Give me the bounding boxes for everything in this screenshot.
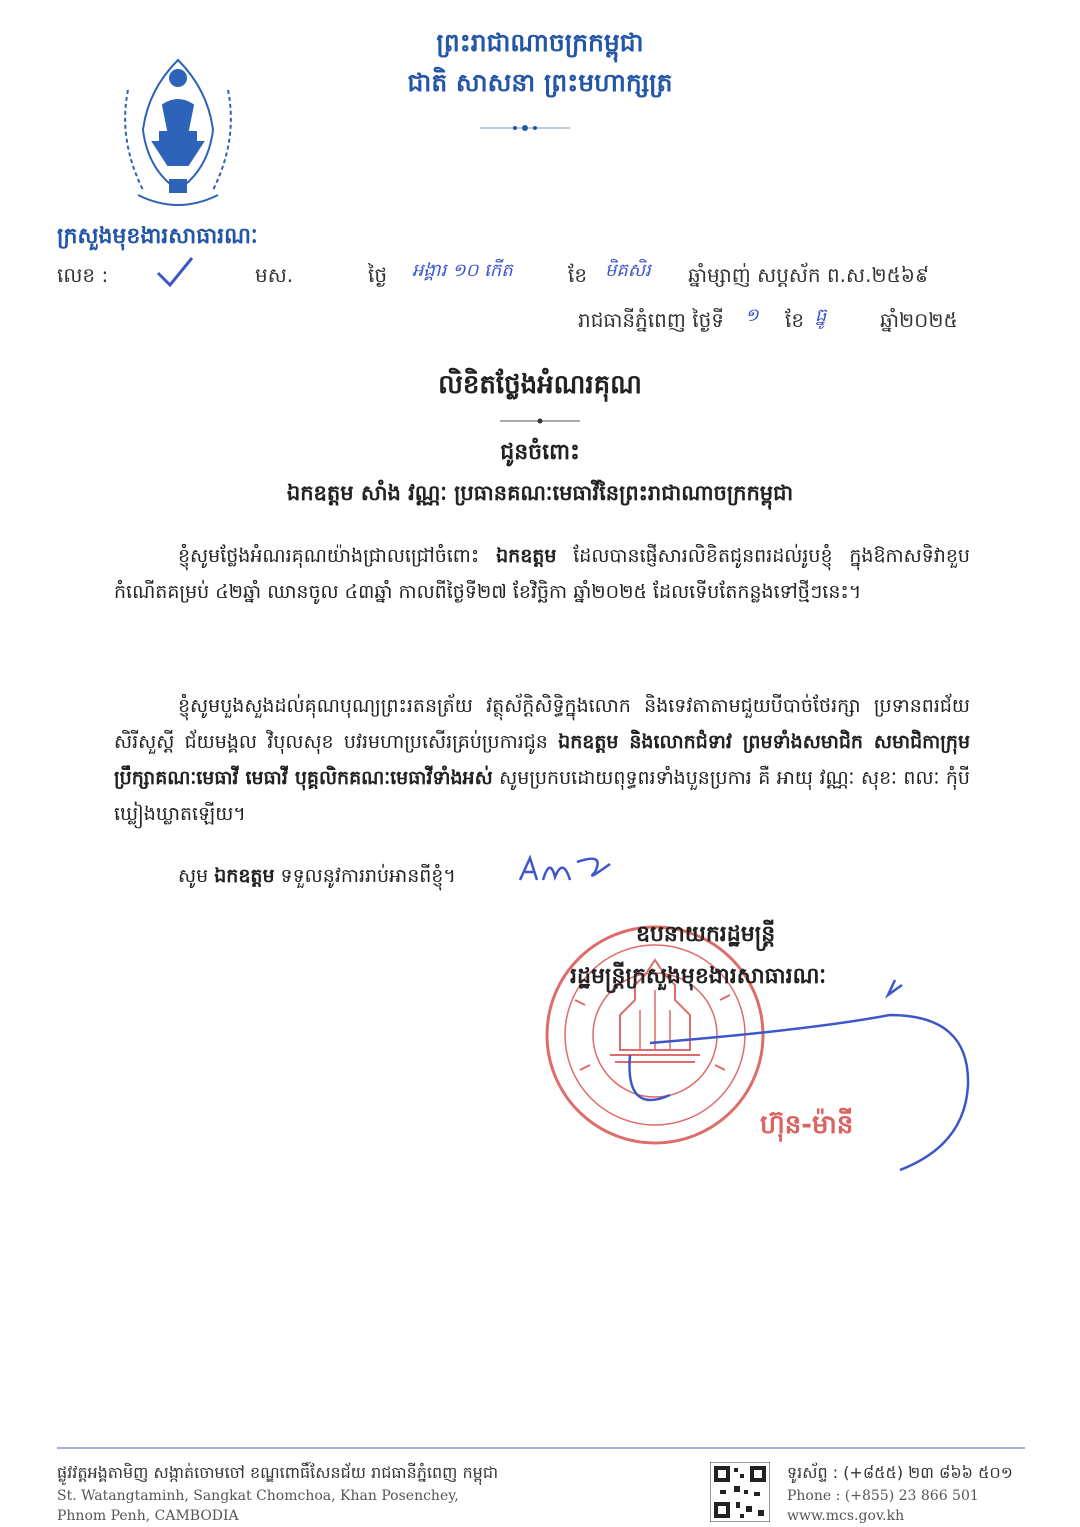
date-prefix: រាជធានីភ្នំពេញ ថ្ងៃទី xyxy=(578,308,725,332)
ministry-name: ក្រសួងមុខងារសាធារណៈ xyxy=(57,224,258,249)
ref-suffix: មស. xyxy=(255,263,294,287)
p1-text-a: ខ្ញុំសូមថ្លែងអំណរគុណយ៉ាងជ្រាលជ្រៅចំពោះ xyxy=(178,545,497,567)
national-motto: ជាតិ សាសនា ព្រះមហាក្សត្រ xyxy=(407,68,673,97)
p1-text-bold: ឯកឧត្តម xyxy=(496,545,557,567)
date-month-label: ខែ xyxy=(785,308,805,332)
qr-code-icon xyxy=(710,1462,770,1522)
signatory-title-1: ឧបនាយករដ្ឋមន្ត្រី xyxy=(636,922,776,947)
title-ornament xyxy=(500,416,580,426)
p2-text-a: ខ្ញុំសូមបួងសួងដល់គុណបុណ្យព្រះរតនត្រ័យ វត្ថុស័ក្តិសិទ្ធិក្នុងលោក និងទេវតាតាមជួយបីបាច់ថែរក្សា ប្រទានពរជ័យ សិរីសួស្តី ជ័យមង្គល វិបុលសុខ បវរមហាប្រសើរគ្រប់ប្រការជូន xyxy=(114,695,970,753)
p3-text-c: ទទួលនូវការរាប់អានពីខ្ញុំ។ xyxy=(274,865,456,887)
p2-text-bold: ឯកឧត្តម និងលោកជំទាវ ព្រមទាំងសមាជិក សមាជិកាក្រុមប្រឹក្សាគណៈមេធាវី មេធាវី បុគ្គលិកគណៈមេធាវីទាំងអស់ xyxy=(114,731,970,789)
footer-address-en-1: St. Watangtaminh, Sangkat Chomchoa, Khan Posenchey, xyxy=(57,1488,459,1504)
lunar-month-label: ខែ xyxy=(568,263,588,287)
footer-website[interactable]: www.mcs.gov.kh xyxy=(787,1508,905,1524)
lunar-year: ឆ្នាំម្សាញ់ សប្តស័ក ព.ស.២៥៦៩ xyxy=(688,263,930,287)
to-label: ជូនចំពោះ xyxy=(500,440,580,465)
p1-text-c: ដែលបានផ្ញើសារលិខិតជូនពរដល់រូបខ្ញុំ ក្នុងឱកាសទិវាខួបកំណើតគម្រប់ ៤២ឆ្នាំ ឈានចូល ៤៣ឆ្នាំ កាលពីថ្ងៃទី២៧ ខែវិច្ឆិកា ឆ្នាំ២០២៥ ដែលទើបតែកន្លងទៅថ្មីៗនេះ។ xyxy=(114,545,970,603)
footer-phone-kh: ទូរស័ព្ទ : (+៨៥៥) ២៣ ៨៦៦ ៥០១ xyxy=(787,1463,1013,1482)
footer-address-kh: ផ្លូវវត្តអង្គតាមិញ សង្កាត់ចោមចៅ ខណ្ឌពោធិ៍សែនជ័យ រាជធានីភ្នំពេញ កម្ពុជា xyxy=(57,1463,499,1482)
signatory-title-2: រដ្ឋមន្ត្រីក្រសួងមុខងារសាធារណៈ xyxy=(570,964,827,989)
header-ornament xyxy=(480,122,570,134)
footer-address-en-2: Phnom Penh, CAMBODIA xyxy=(57,1508,239,1524)
lunar-day-label: ថ្ងៃ xyxy=(368,263,388,287)
checkmark-icon xyxy=(155,255,195,289)
handwritten-initials xyxy=(515,852,615,888)
paragraph-1 xyxy=(114,538,970,610)
footer-phone-en: Phone : (+855) 23 866 501 xyxy=(787,1488,979,1504)
p3-text-a: សូម xyxy=(178,865,215,887)
letter-title: លិខិតថ្លែងអំណរគុណ xyxy=(438,370,642,400)
recipient-line: ឯកឧត្តម សាំង វណ្ណៈ ប្រធានគណៈមេធាវីនៃព្រះរាជាណាចក្រកម្ពុជា xyxy=(286,481,794,505)
date-month-handwritten: ធ្នូ xyxy=(815,305,827,326)
paragraph-2 xyxy=(114,688,970,832)
lunar-day-handwritten: អង្គារ ១០ កើត xyxy=(412,260,513,281)
p3-text-bold: ឯកឧត្តម xyxy=(214,865,275,887)
date-year: ឆ្នាំ២០២៥ xyxy=(880,308,958,332)
kingdom-title: ព្រះរាជាណាចក្រកម្ពុជា xyxy=(436,28,644,57)
ministry-emblem-icon xyxy=(108,50,248,220)
date-day: ១ xyxy=(745,305,759,326)
footer-divider xyxy=(57,1447,1025,1449)
ref-label: លេខ : xyxy=(57,263,109,287)
lunar-month-handwritten: មិគសិរ xyxy=(605,260,651,281)
signatory-name: ហ៊ុន-ម៉ានី xyxy=(760,1110,854,1140)
p2-text-c: សូមប្រកបដោយពុទ្ធពរទាំងបួនប្រការ គឺ អាយុ វណ្ណៈ សុខៈ ពលៈ កុំបីឃ្លៀងឃ្លាតឡើយ។ xyxy=(114,767,970,825)
